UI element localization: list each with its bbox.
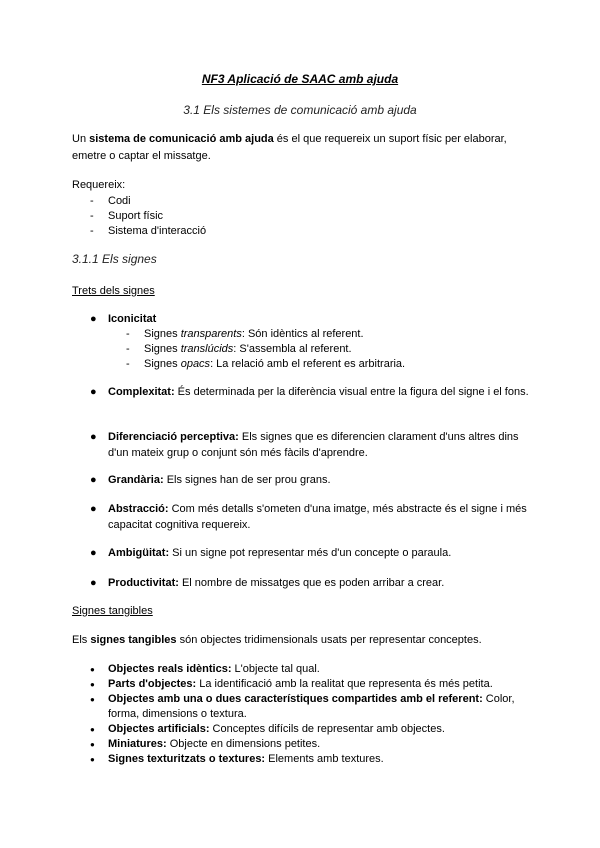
tangibles-intro: Els signes tangibles són objectes tridimensionals usats per representar conceptes. [72,634,482,646]
bullet-icon: ● [90,474,97,486]
list-item: - Codi [72,194,532,209]
document-title: NF3 Aplicació de SAAC amb ajuda [201,72,399,86]
tret-item-diferenciacio: ● Diferenciació perceptiva: Els signes que es diferencien clarament d'uns altres dins d'un mateix grup o conjunt són més fàcils d'aprendre. [90,431,519,459]
list-item: ● Miniatures: Objecte en dimensions petites. [90,737,530,752]
tret-item-grandaria: ● Grandària: Els signes han de ser prou grans. [90,474,331,486]
bullet-icon: ● [90,503,97,515]
requereix-list [72,194,532,239]
intro-text-post: és el que requereix un suport físic per elaborar, emetre o captar el missatge. [72,133,507,162]
section-title: 3.1 Els sistemes de comunicació amb ajuda [183,103,417,117]
iconicitat-sublist [108,327,530,372]
tret-item-productivitat: ● Productivitat: El nombre de missatges que es poden arribar a crear. [90,577,445,589]
list-item: ● Objectes amb una o dues característiques compartides amb el referent: Color, forma, dimensions o textura. [90,692,530,722]
list-item: ● Objectes artificials: Conceptes difícils de representar amb objectes. [90,722,530,737]
list-item: ● Signes texturitzats o textures: Elements amb textures. [90,752,530,767]
tret-item-ambiguitat: ● Ambigüitat: Si un signe pot representar més d'un concepte o paraula. [90,547,452,559]
intro-text-pre: Un [72,133,90,145]
list-item: - Sistema d'interacció [72,224,532,239]
bullet-icon: ● [90,431,97,443]
bullet-icon: ● [90,547,97,559]
requereix-label: Requereix: [72,179,126,191]
trets-heading: Trets dels signes [72,285,155,297]
tret-item-abstraccio: ● Abstracció: Com més detalls s'ometen d'una imatge, més abstracte és el signe i més capacitat cognitiva requereix. [90,503,527,531]
list-item: ● Parts d'objectes: La identificació amb la realitat que representa és més petita. [90,677,530,692]
tangibles-list [90,662,530,767]
list-item: - Signes translúcids: S'assembla al referent. [108,342,530,357]
requereix-block [72,177,532,239]
list-item: - Suport físic [72,209,532,224]
tret-item-complexitat: ● Complexitat: És determinada per la diferència visual entre la figura del signe i el fons. [90,386,529,398]
bullet-icon: ● [90,313,97,325]
intro-paragraph [72,131,532,165]
list-item: - Signes transparents: Són idèntics al referent. [108,327,530,342]
iconicitat-item [90,311,530,372]
bullet-icon: ● [90,386,97,398]
subsection-title: 3.1.1 Els signes [72,252,157,266]
list-item: ● Objectes reals idèntics: L'objecte tal qual. [90,662,530,677]
tangibles-heading: Signes tangibles [72,605,153,617]
iconicitat-label: Iconicitat [108,313,157,325]
bullet-icon: ● [90,577,97,589]
list-item: - Signes opacs: La relació amb el referent es arbitraria. [108,357,530,372]
intro-bold-term: sistema de comunicació amb ajuda [89,133,274,145]
